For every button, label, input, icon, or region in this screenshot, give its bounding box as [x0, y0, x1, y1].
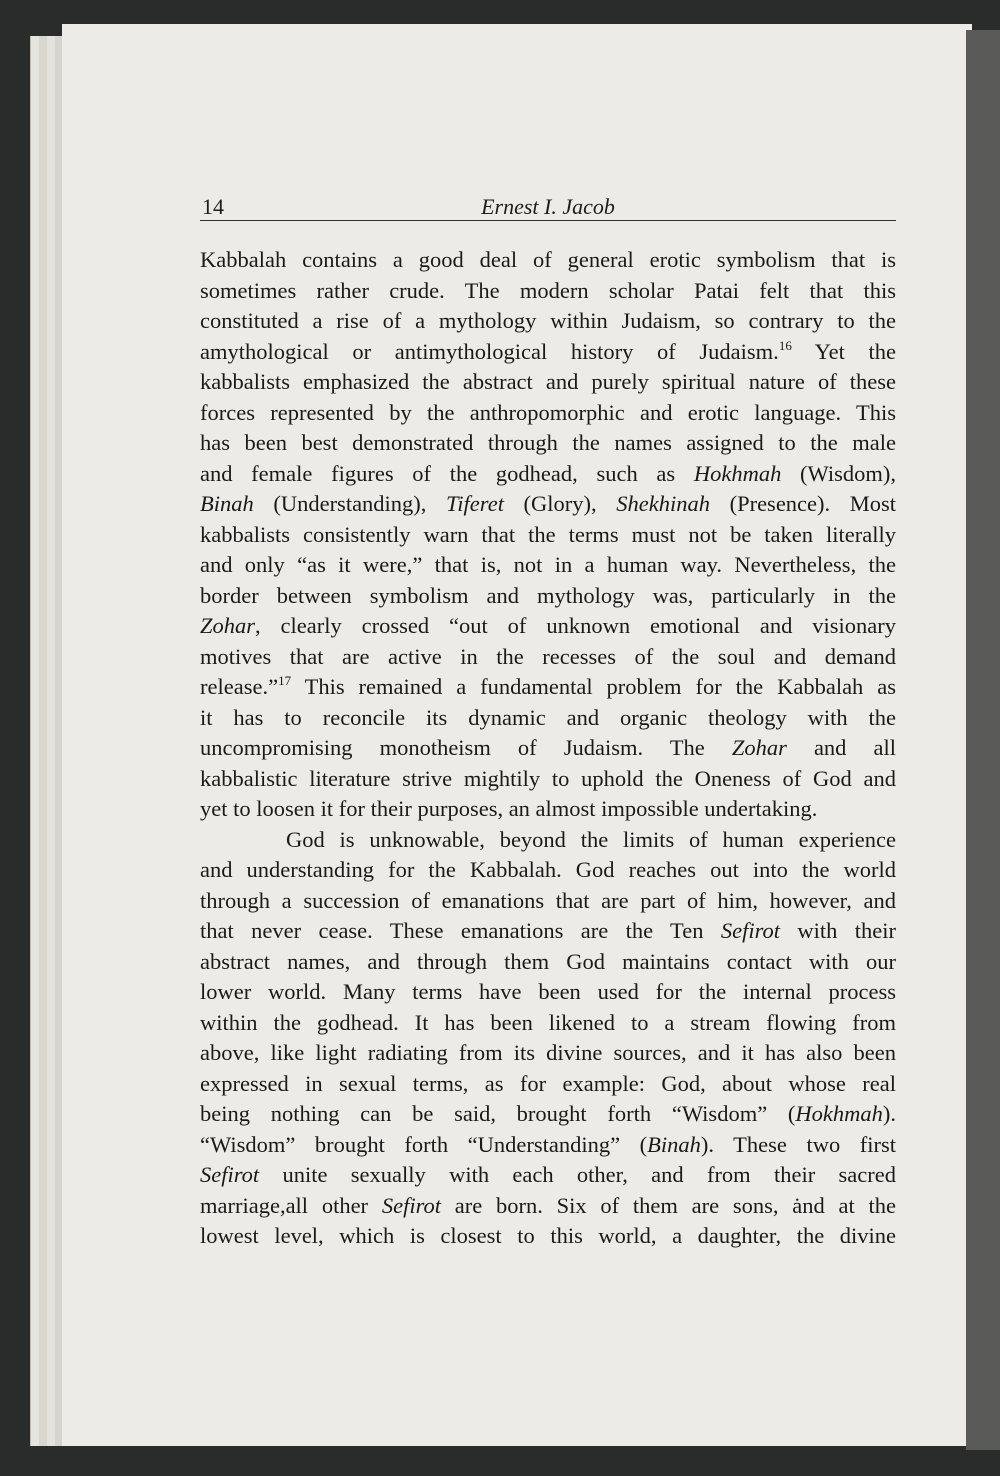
text-line: yet to loosen it for their purposes, an almost impossible undertaking.	[200, 796, 818, 821]
text-line-paragraph-start: God is unknowable, beyond the limits of human experience	[286, 826, 896, 852]
text-line: being nothing can be said, brought forth “Wisdom” (Hokhmah).	[200, 1101, 896, 1126]
text-line: “Wisdom” brought forth “Understanding” (Binah). These two first	[200, 1131, 896, 1157]
text-line: kabbalists consistently warn that the terms must not be taken literally	[200, 521, 896, 547]
text-line: Zohar, clearly crossed “out of unknown emotional and visionary	[200, 613, 896, 638]
text-line: through a succession of emanations that are part of him, however, and	[200, 887, 896, 913]
text-line: lowest level, which is closest to this world, a daughter, the divine	[200, 1223, 896, 1248]
binding-shadow	[966, 30, 1000, 1450]
text-line: Binah (Understanding), Tiferet (Glory), Shekhinah (Presence). Most	[200, 491, 896, 516]
text-line: lower world. Many terms have been used for the internal process	[200, 979, 896, 1004]
footnote-ref-17: 17	[278, 673, 292, 688]
text-line: marriage,all other Sefirot are born. Six of them are sons, ȧnd at the	[200, 1192, 896, 1218]
text-line: and female figures of the godhead, such as Hokhmah (Wisdom),	[200, 460, 896, 486]
text-line: that never cease. These emanations are the Ten Sefirot with their	[200, 918, 896, 943]
running-head-author: Ernest I. Jacob	[481, 194, 615, 219]
text-line: expressed in sexual terms, as for example: God, about whose real	[200, 1070, 896, 1096]
text-line: constituted a rise of a mythology within Judaism, so contrary to the	[200, 308, 896, 333]
text-line: and only “as it were,” that is, not in a human way. Nevertheless, the	[200, 552, 896, 577]
text-line: and understanding for the Kabbalah. God reaches out into the world	[200, 857, 896, 882]
footnote-ref-16: 16	[778, 337, 792, 353]
text-line: release.”$^{17}$ This remained a fundamental problem for the Kabbalah as	[200, 673, 896, 699]
body-text	[200, 245, 896, 1252]
page-number: 14	[202, 194, 224, 219]
text-line: border between symbolism and mythology was, particularly in the	[200, 582, 896, 608]
text-line: kabbalists emphasized the abstract and purely spiritual nature of these	[200, 369, 896, 394]
text-line: forces represented by the anthropomorphic and erotic language. This	[200, 399, 896, 425]
text-line: has been best demonstrated through the names assigned to the male	[200, 430, 896, 455]
text-line: it has to reconcile its dynamic and organic theology with the	[200, 704, 896, 730]
text-line: within the godhead. It has been likened to a stream flowing from	[200, 1009, 896, 1035]
text-line: above, like light radiating from its divine sources, and it has also been	[200, 1040, 896, 1065]
running-head	[200, 190, 896, 221]
text-line: kabbalistic literature strive mightily to uphold the Oneness of God and	[200, 765, 896, 791]
text-line: sometimes rather crude. The modern scholar Patai felt that this	[200, 277, 896, 303]
text-line: uncompromising monotheism of Judaism. The Zohar and all	[200, 735, 896, 760]
text-line: abstract names, and through them God maintains contact with our	[200, 948, 896, 974]
text-line: amythological or antimythological history of Judaism.$^{16}$ Yet the	[200, 337, 897, 364]
text-line: Sefirot unite sexually with each other, and from their sacred	[200, 1162, 896, 1187]
text-line: Kabbalah contains a good deal of general erotic symbolism that is	[200, 247, 896, 272]
text-line: motives that are active in the recesses of the soul and demand	[200, 643, 896, 669]
